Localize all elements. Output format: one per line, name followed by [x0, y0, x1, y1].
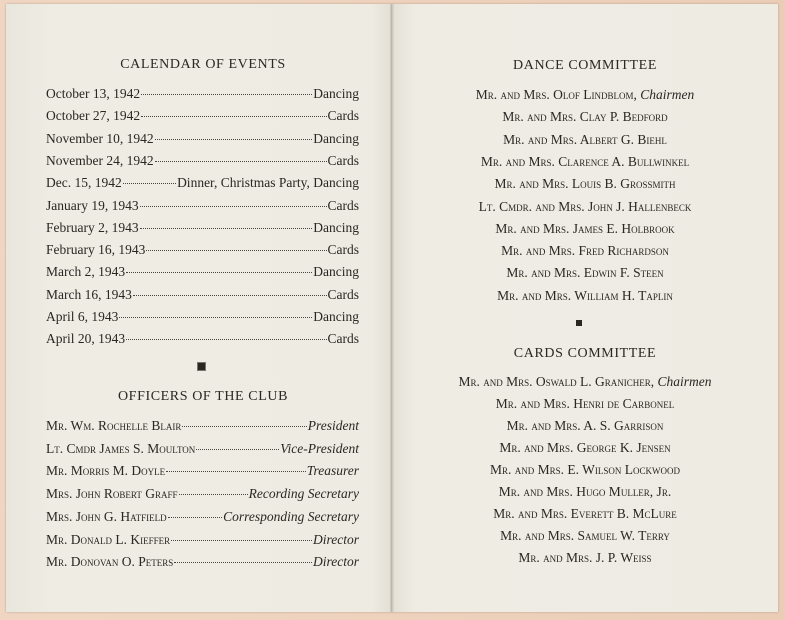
dance-committee-member — [392, 153, 778, 171]
dance-committee-member — [392, 220, 778, 238]
event-date: April 6, 1943 — [46, 309, 119, 324]
calendar-event-row — [46, 330, 359, 348]
officer-name: Mr. Wm. Rochelle Blair — [46, 418, 182, 433]
event-date: Dec. 15, 1942 — [46, 175, 122, 191]
event-date: November 24, 1942 — [46, 152, 154, 168]
calendar-event-row — [46, 174, 359, 192]
leader-dots — [141, 116, 326, 117]
member-name: Mr. and Mrs. Everett B. McLure — [493, 506, 677, 521]
member-name: Mr. and Mrs. Albert G. Biehl — [503, 131, 667, 147]
officer-row — [46, 485, 359, 503]
calendar-event-row — [46, 197, 359, 215]
leader-dots — [171, 540, 312, 541]
event-date: October 13, 1942 — [46, 86, 141, 101]
leader-dots — [140, 228, 313, 229]
leader-dots — [123, 183, 176, 184]
calendar-event-row — [46, 241, 359, 259]
calendar-event-row — [46, 308, 359, 326]
officer-name: Mr. Morris M. Doyle — [46, 463, 166, 479]
chairmen-label: Chairmen — [640, 87, 695, 102]
event-type: Cards — [327, 108, 359, 124]
officer-name: Mr. Donald L. Kieffer — [46, 531, 171, 547]
calendar-event-row — [46, 219, 359, 237]
leader-dots — [182, 426, 306, 427]
member-name: Mr. and Mrs. Oswald L. Granicher, — [458, 374, 655, 389]
event-date: March 2, 1943 — [46, 264, 126, 280]
section-divider-bullet — [576, 320, 582, 326]
event-type: Dinner, Christmas Party, Dancing — [177, 175, 359, 191]
event-date: February 16, 1943 — [46, 242, 146, 258]
section-divider-bullet — [198, 363, 205, 370]
event-type: Cards — [327, 242, 359, 258]
dance-committee-member — [392, 108, 778, 126]
member-name: Mr. and Mrs. James E. Holbrook — [495, 220, 675, 236]
event-type: Dancing — [313, 219, 359, 235]
cards-committee-member — [392, 395, 778, 413]
officer-name: Lt. Cmdr James S. Moulton — [46, 440, 196, 456]
dance-committee-member — [392, 86, 778, 104]
officer-name: Mr. Donovan O. Peters — [46, 554, 174, 570]
member-name: Mr. and Mrs. Olof Lindblom, — [475, 87, 637, 102]
leader-dots — [119, 317, 312, 318]
dance-committee-heading: DANCE COMMITTEE — [513, 58, 657, 73]
event-type: Cards — [327, 286, 359, 302]
calendar-event-row — [46, 152, 359, 170]
cards-committee-member — [392, 505, 778, 523]
leader-dots — [133, 295, 327, 296]
officer-row — [46, 508, 359, 526]
member-name: Mr. and Mrs. Edwin F. Steen — [506, 265, 664, 281]
officer-role: Corresponding Secretary — [223, 508, 359, 524]
calendar-event-row — [46, 85, 359, 103]
calendar-event-row — [46, 130, 359, 148]
event-date: November 10, 1942 — [46, 130, 154, 146]
leader-dots — [168, 517, 223, 518]
cards-committee-member — [392, 483, 778, 501]
event-type: Cards — [327, 197, 359, 213]
member-name: Mr. and Mrs. Hugo Muller, Jr. — [498, 484, 672, 499]
cards-committee-member — [392, 549, 778, 567]
officer-role: Recording Secretary — [248, 486, 359, 502]
event-date: January 19, 1943 — [46, 197, 139, 213]
officer-role: Director — [313, 531, 359, 547]
event-date: April 20, 1943 — [46, 331, 126, 347]
dance-committee-member — [392, 198, 778, 216]
member-name: Mr. and Mrs. J. P. Weiss — [518, 550, 652, 565]
event-type: Cards — [327, 152, 359, 168]
event-type: Cards — [327, 331, 359, 347]
member-name: Mr. and Mrs. A. S. Garrison — [506, 418, 664, 433]
member-name: Mr. and Mrs. Clay P. Bedford — [502, 109, 668, 125]
officer-row — [46, 553, 359, 571]
officer-row — [46, 462, 359, 480]
leader-dots — [146, 250, 326, 251]
officers-heading: OFFICERS OF THE CLUB — [117, 389, 289, 404]
member-name: Mr. and Mrs. William H. Taplin — [497, 287, 673, 303]
event-type: Dancing — [313, 86, 359, 101]
cards-committee-member — [392, 439, 778, 457]
officer-role: Director — [313, 554, 359, 570]
calendar-event-row — [46, 286, 359, 304]
cards-committee-heading: CARDS COMMITTEE — [513, 346, 657, 361]
member-name: Mr. and Mrs. Samuel W. Terry — [500, 528, 670, 543]
chairmen-label: Chairmen — [657, 374, 712, 389]
leader-dots — [166, 471, 306, 472]
calendar-event-row — [46, 107, 359, 125]
officer-name: Mrs. John G. Hatfield — [46, 508, 167, 524]
leader-dots — [174, 562, 312, 563]
dance-committee-member — [392, 242, 778, 260]
dance-committee-member — [392, 264, 778, 282]
event-type: Dancing — [313, 309, 359, 324]
event-date: March 16, 1943 — [46, 286, 132, 302]
member-name: Mr. and Mrs. Fred Richardson — [501, 243, 669, 259]
leader-dots — [126, 272, 312, 273]
leader-dots — [179, 494, 248, 495]
calendar-heading: CALENDAR OF EVENTS — [120, 57, 286, 72]
dance-committee-member — [392, 287, 778, 305]
event-type: Dancing — [313, 264, 359, 280]
calendar-event-row — [46, 263, 359, 281]
officer-name: Mrs. John Robert Graff — [46, 486, 178, 502]
event-type: Dancing — [313, 130, 359, 146]
event-date: October 27, 1942 — [46, 108, 141, 124]
leader-dots — [196, 449, 279, 450]
member-name: Mr. and Mrs. Henri de Carbonel — [495, 396, 675, 411]
cards-committee-member — [392, 417, 778, 435]
member-name: Mr. and Mrs. Louis B. Grossmith — [494, 176, 676, 192]
dance-committee-member — [392, 131, 778, 149]
officer-row — [46, 440, 359, 458]
member-name: Lt. Cmdr. and Mrs. John J. Hallenbeck — [478, 198, 692, 214]
cards-committee-member — [392, 527, 778, 545]
officer-role: President — [307, 418, 359, 433]
officer-row — [46, 531, 359, 549]
cards-committee-member — [392, 373, 778, 391]
leader-dots — [140, 206, 327, 207]
leader-dots — [155, 139, 313, 140]
officer-role: Treasurer — [306, 463, 359, 479]
member-name: Mr. and Mrs. E. Wilson Lockwood — [489, 462, 680, 477]
leader-dots — [126, 339, 326, 340]
event-date: February 2, 1943 — [46, 219, 139, 235]
cards-committee-member — [392, 461, 778, 479]
officer-row — [46, 417, 359, 435]
member-name: Mr. and Mrs. George K. Jensen — [499, 440, 671, 455]
leader-dots — [155, 161, 327, 162]
leader-dots — [141, 94, 312, 95]
dance-committee-member — [392, 175, 778, 193]
member-name: Mr. and Mrs. Clarence A. Bullwinkel — [480, 153, 690, 169]
officer-role: Vice-President — [280, 440, 359, 456]
